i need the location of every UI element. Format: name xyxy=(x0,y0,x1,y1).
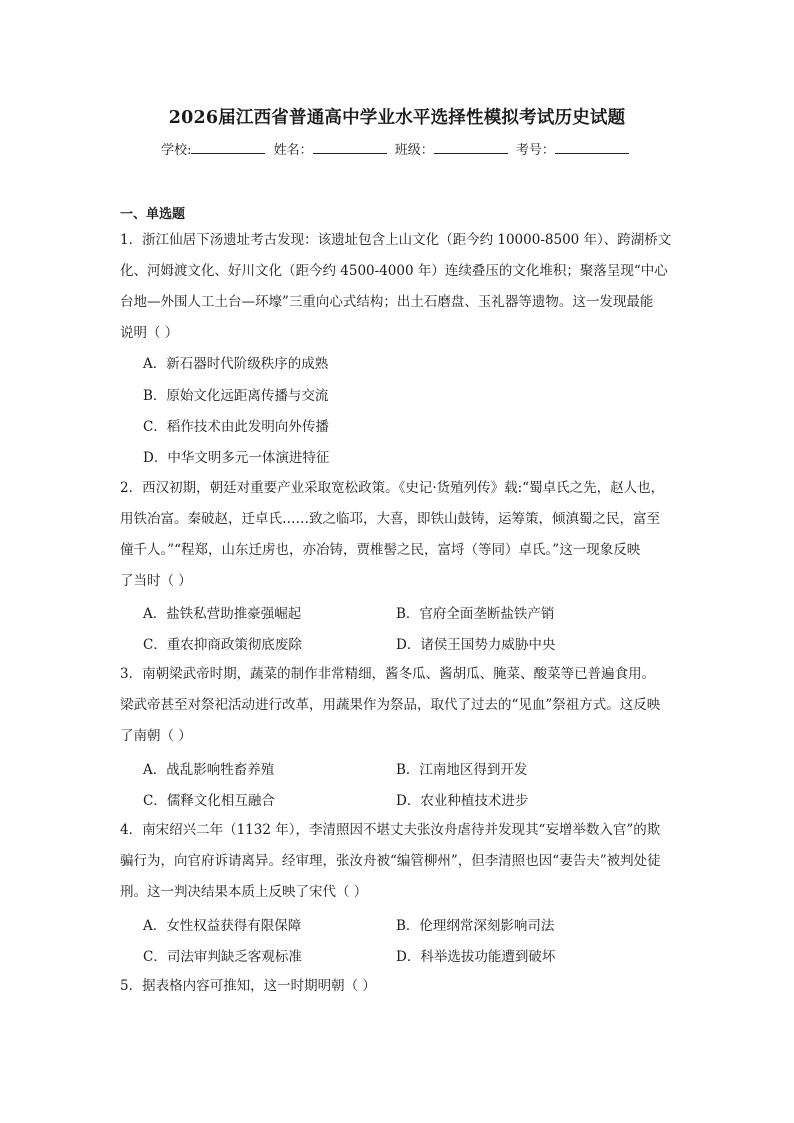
question-1-stem xyxy=(120,225,676,349)
page-title: 2026届江西省普通高中学业水平选择性模拟考试历史试题 xyxy=(168,108,626,128)
q2-option-b[interactable]: B．官府全面垄断盐铁产销 xyxy=(396,606,555,622)
question-line: 4．南宋绍兴二年（1132 年），李清照因不堪丈夫张汝舟虐待并发现其“妄增举数入官”的欺 xyxy=(120,822,661,838)
question-line: 说明（ ） xyxy=(120,325,179,341)
q4-option-b[interactable]: B．伦理纲常深刻影响司法 xyxy=(396,918,555,934)
q3-option-a[interactable]: A．战乱影响牲畜养殖 xyxy=(143,762,275,778)
q3-option-d[interactable]: D．农业种植技术进步 xyxy=(396,793,529,809)
number-label: 考号： xyxy=(515,143,555,158)
question-3-stem xyxy=(120,659,676,752)
question-line: 台地—外围人工土台—环壕”三重向心式结构；出土石磨盘、玉礼器等遗物。这一发现最能 xyxy=(120,294,654,310)
q1-option-b[interactable]: B．原始文化远距离传播与交流 xyxy=(143,388,329,404)
question-line: 了南朝（ ） xyxy=(120,728,192,744)
name-blank[interactable] xyxy=(313,141,387,154)
question-line: 僮千人。”“程郑，山东迁虏也，亦冶铸，贾椎髻之民，富埒（等同）卓氏。”这一现象反映 xyxy=(120,542,641,558)
question-line: 1．浙江仙居下汤遗址考古发现：该遗址包含上山文化（距今约 10000-8500 年）、跨湖桥文 xyxy=(120,232,672,248)
q1-option-a[interactable]: A．新石器时代阶级秩序的成熟 xyxy=(143,356,329,372)
q2-option-c[interactable]: C．重农抑商政策彻底废除 xyxy=(143,637,302,653)
q1-option-c[interactable]: C．稻作技术由此发明向外传播 xyxy=(143,419,329,435)
student-info-row xyxy=(0,139,794,158)
question-4-stem xyxy=(120,815,676,908)
question-line: 骗行为，向官府诉请离异。经审理，张汝舟被“编管柳州”，但李清照也因“妻告夫”被判处徒 xyxy=(120,853,661,869)
section-heading: 一、单选题 xyxy=(120,207,186,222)
class-label: 班级： xyxy=(394,143,434,158)
question-line: 刑。这一判决结果本质上反映了宋代（ ） xyxy=(120,884,368,900)
number-blank[interactable] xyxy=(555,141,629,154)
question-5-stem xyxy=(120,971,676,1002)
q3-option-c[interactable]: C．儒释文化相互融合 xyxy=(143,793,275,809)
school-label: 学校: xyxy=(161,143,192,158)
question-line: 了当时（ ） xyxy=(120,573,192,589)
q2-option-a[interactable]: A．盐铁私营助推豪强崛起 xyxy=(143,606,302,622)
question-line: 化、河姆渡文化、好川文化（距今约 4500-4000 年）连续叠压的文化堆积；聚落呈现“中心 xyxy=(120,263,668,279)
question-line: 5．据表格内容可推知，这一时期明朝（ ） xyxy=(120,978,376,994)
question-line: 2．西汉初期，朝廷对重要产业采取宽松政策。《史记·货殖列传》载:“蜀卓氏之先，赵人也， xyxy=(120,480,665,496)
q3-option-b[interactable]: B．江南地区得到开发 xyxy=(396,762,528,778)
q4-option-c[interactable]: C．司法审判缺乏客观标准 xyxy=(143,949,302,965)
q1-option-d[interactable]: D．中华文明多元一体演进特征 xyxy=(143,450,330,466)
q2-option-d[interactable]: D．诸侯王国势力威胁中央 xyxy=(396,637,556,653)
name-label: 姓名： xyxy=(273,143,313,158)
q4-option-a[interactable]: A．女性权益获得有限保障 xyxy=(143,918,302,934)
question-line: 用铁冶富。秦破赵，迁卓氏……致之临邛，大喜，即铁山鼓铸，运筹策，倾滇蜀之民，富至 xyxy=(120,511,660,527)
class-blank[interactable] xyxy=(434,141,508,154)
question-line: 3．南朝梁武帝时期，蔬菜的制作非常精细，酱冬瓜、酱胡瓜、腌菜、酸菜等已普遍食用。 xyxy=(120,666,656,682)
school-blank[interactable] xyxy=(191,141,265,154)
q4-option-d[interactable]: D．科举选拔功能遭到破坏 xyxy=(396,949,556,965)
question-2-stem xyxy=(120,473,676,597)
question-line: 梁武帝甚至对祭祀活动进行改革，用蔬果作为祭品，取代了过去的“见血”祭祖方式。这反映 xyxy=(120,697,661,713)
